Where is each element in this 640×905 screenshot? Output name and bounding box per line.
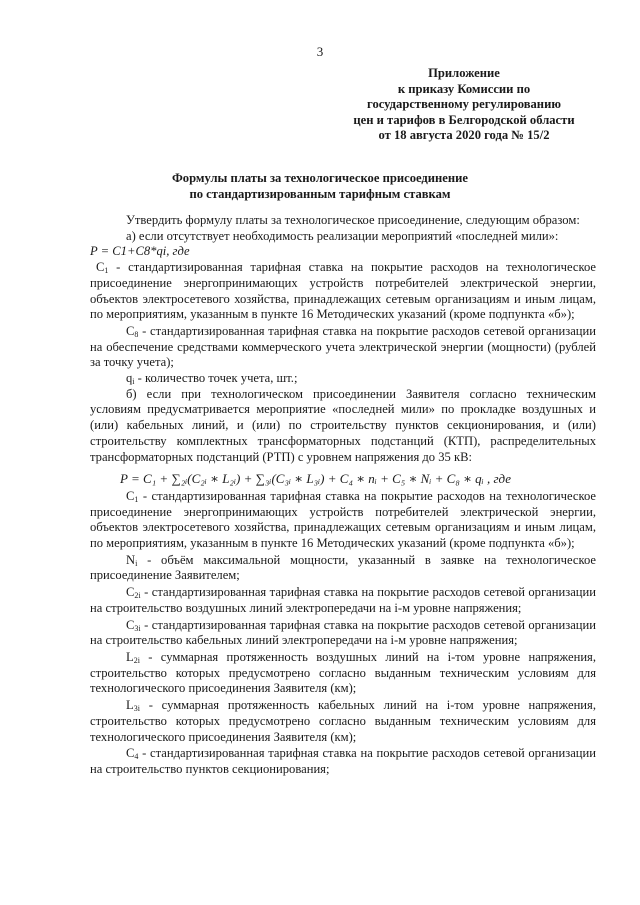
definition-text: - объём максимальной мощности, указанный в заявке на технологическое присоединение Заявителем; bbox=[90, 552, 596, 583]
symbol: C bbox=[126, 746, 135, 761]
document-title bbox=[60, 171, 580, 202]
symbol-subscript: i bbox=[135, 558, 138, 568]
symbol: C bbox=[126, 323, 135, 338]
formula-a: P = C1+C8*qi, где bbox=[90, 244, 190, 259]
symbol: C bbox=[126, 585, 135, 600]
definition-text: - суммарная протяженность воздушных линий на i-том уровне напряжения, строительство которых предусмотрено согласно выданным техническим условиям для технологического присоединения Заявителя (км); bbox=[90, 649, 596, 696]
definition-text: - стандартизированная тарифная ставка на покрытие расходов на технологическое присоединение энергопринимающих устройств потребителей электрической энергии, объектов электросетевого хозяйства, принадлежащих сетевым организациям и иным лицам, по мероприятиям, указанным в пункте 16 Методических указаний (кроме подпункта «б»); bbox=[90, 260, 596, 322]
appendix-line: государственному регулированию bbox=[367, 97, 561, 112]
title-line: по стандартизированным тарифным ставкам bbox=[189, 186, 451, 201]
appendix-line: цен и тарифов в Белгородской области bbox=[353, 112, 575, 127]
symbol: C bbox=[96, 260, 105, 275]
symbol-subscript: 4 bbox=[134, 752, 139, 762]
definition-qi bbox=[90, 371, 596, 387]
appendix-line: к приказу Комиссии по bbox=[397, 81, 531, 96]
definition-c1-b bbox=[90, 489, 596, 552]
symbol: L bbox=[126, 698, 134, 713]
symbol: N bbox=[126, 552, 136, 567]
definition-c2i bbox=[90, 585, 596, 616]
symbol-subscript: 3i bbox=[133, 704, 140, 714]
document-body bbox=[90, 213, 596, 778]
appendix-header bbox=[330, 66, 598, 144]
symbol-subscript: 2i bbox=[133, 655, 140, 665]
symbol-subscript: 3i bbox=[134, 623, 141, 633]
definition-text: - стандартизированная тарифная ставка на покрытие расходов сетевой организации на строительство воздушных линий электропередачи на i-м уровне напряжения; bbox=[90, 585, 596, 615]
definition-text: - стандартизированная тарифная ставка на покрытие расходов на технологическое присоединение энергопринимающих устройств потребителей электрической энергии, объектов электросетевого хозяйства, принадлежащих сетевым организациям и иным лицам, по мероприятиям, указанным в пункте 16 Методических указаний (кроме подпункта «б»); bbox=[90, 488, 596, 551]
symbol: C bbox=[126, 617, 135, 632]
definition-l2i bbox=[90, 650, 596, 697]
case-a-paragraph: а) если отсутствует необходимость реализации мероприятий «последней мили»: bbox=[126, 228, 559, 243]
symbol: q bbox=[126, 371, 133, 386]
page-number: 3 bbox=[316, 44, 324, 59]
definition-text: - стандартизированная тарифная ставка на покрытие расходов сетевой организации на строительство кабельных линий электропередачи на i-м уровне напряжения; bbox=[90, 617, 596, 648]
appendix-line: Приложение bbox=[428, 66, 500, 80]
formula-b: P = C₁ + ∑₂ᵢ(C₂ᵢ ∗ L₂ᵢ) + ∑₃ᵢ(C₃ᵢ ∗ L₃ᵢ) + C₄ ∗ nᵢ + C₅ ∗ Nᵢ + C₈ ∗ qᵢ , где bbox=[120, 471, 512, 487]
symbol-subscript: 1 bbox=[104, 266, 109, 276]
definition-c1-a bbox=[90, 260, 596, 323]
definition-c4 bbox=[90, 746, 596, 777]
symbol-subscript: 8 bbox=[134, 329, 139, 339]
definition-ni bbox=[90, 553, 596, 584]
definition-text: - суммарная протяженность кабельных линий на i-том уровне напряжения, строительство которых предусмотрено согласно выданным техническим условиям для технологического присоединения Заявителя (км); bbox=[90, 698, 596, 744]
definition-text: - стандартизированная тарифная ставка на покрытие расходов сетевой организации на строительство пунктов секционирования; bbox=[90, 746, 596, 776]
title-line: Формулы платы за технологическое присоединение bbox=[171, 171, 468, 185]
definition-text: - количество точек учета, шт.; bbox=[134, 371, 298, 386]
definition-c3i bbox=[90, 618, 596, 649]
symbol-subscript: 1 bbox=[134, 494, 139, 504]
symbol-subscript: 2i bbox=[134, 591, 141, 601]
symbol: C bbox=[126, 488, 135, 503]
definition-l3i bbox=[90, 698, 596, 745]
definition-text: - стандартизированная тарифная ставка на покрытие расходов сетевой организации на обеспечение средствами коммерческого учета электрической энергии (мощности) (рублей за точку учета); bbox=[90, 323, 596, 370]
intro-paragraph: Утвердить формулу платы за технологическое присоединение, следующим образом: bbox=[126, 213, 580, 227]
symbol: L bbox=[126, 649, 134, 664]
definition-c8 bbox=[90, 324, 596, 371]
case-b-paragraph: б) если при технологическом присоединении Заявителя согласно техническим условиям предусматривается мероприятие «последней мили» по прокладке воздушных и (или) кабельных линий, и (или) по строительству пунктов секционирования, и (или) строительству комплектных трансформаторных подстанций (КТП), распределительных трансформаторных подстанций (РТП) с уровнем напряжения до 35 кВ: bbox=[90, 386, 596, 464]
symbol-subscript: i bbox=[132, 377, 135, 387]
appendix-line: от 18 августа 2020 года № 15/2 bbox=[378, 128, 550, 143]
